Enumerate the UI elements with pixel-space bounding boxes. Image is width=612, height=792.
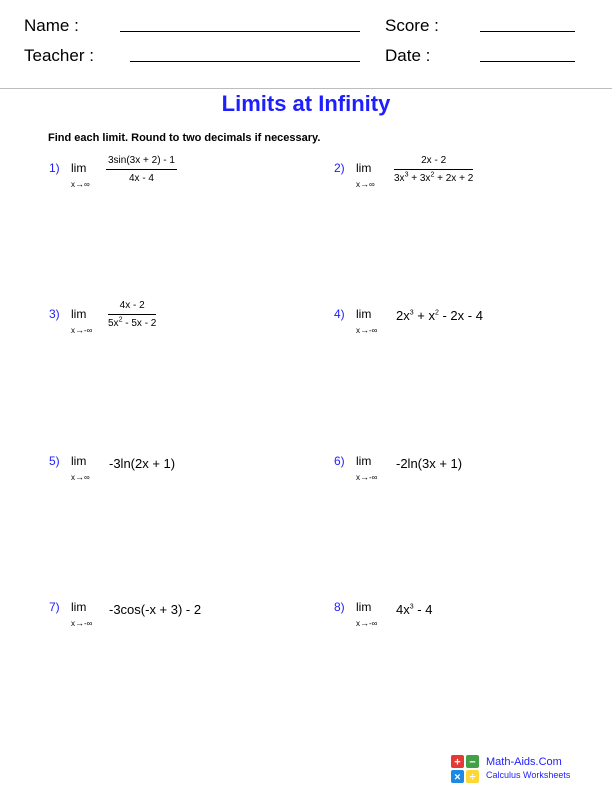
limit-subscript: x→∞ [71, 179, 90, 189]
numerator: 3sin(3x + 2) - 1 [106, 155, 177, 170]
lim-word: lim [71, 161, 87, 175]
footer-branding [486, 756, 570, 780]
limit-subscript: x→-∞ [356, 325, 378, 335]
numerator: 2x - 2 [394, 155, 473, 170]
denominator: 4x - 4 [128, 173, 154, 184]
problem-number: 6) [334, 454, 345, 468]
expression: -3cos(-x + 3) - 2 [109, 602, 202, 617]
lim-word: lim [356, 454, 372, 468]
header-divider [0, 88, 612, 89]
arrow-icon: → [75, 618, 84, 628]
problem-number: 3) [49, 307, 60, 321]
problem-number: 4) [334, 307, 345, 321]
denominator: $3x^3 + 3x^2 + 2x + 2$ [394, 171, 474, 184]
arrow-icon: → [360, 179, 369, 189]
score-field[interactable] [480, 31, 575, 32]
arrow-icon: → [75, 472, 84, 482]
fraction [394, 155, 473, 184]
minus-symbol: − [469, 756, 476, 769]
page-title: Limits at Infinity [221, 91, 391, 116]
fraction [106, 155, 177, 184]
problem-number: 7) [49, 600, 60, 614]
brand-link[interactable]: Math-Aids.Com [486, 756, 562, 768]
arrow-icon: → [360, 325, 369, 335]
brand-subtitle: Calculus Worksheets [486, 770, 571, 780]
expression: -2ln(3x + 1) [396, 456, 463, 471]
expression: -3ln(2x + 1) [109, 456, 176, 471]
lim-word: lim [71, 454, 87, 468]
expression: $4x^3 - 4$ [396, 602, 433, 617]
date-label: Date : [385, 46, 431, 65]
arrow-icon: → [75, 179, 84, 189]
date-field[interactable] [480, 61, 575, 62]
teacher-label: Teacher : [24, 46, 94, 65]
divide-symbol: ÷ [469, 771, 476, 783]
name-field[interactable] [120, 31, 360, 32]
lim-word: lim [356, 307, 372, 321]
limit-subscript: x→∞ [71, 472, 90, 482]
limit-subscript: x→-∞ [356, 472, 378, 482]
arrow-icon: → [360, 472, 369, 482]
arrow-icon: → [360, 618, 369, 628]
problem-number: 8) [334, 600, 345, 614]
problem-number: 2) [334, 161, 345, 175]
limit-subscript: x→-∞ [71, 618, 93, 628]
instructions: Find each limit. Round to two decimals if necessary. [48, 132, 321, 144]
limit-subscript: x→-∞ [356, 618, 378, 628]
score-label: Score : [385, 16, 439, 35]
lim-word: lim [71, 600, 87, 614]
fraction [108, 300, 156, 329]
numerator: 4x - 2 [108, 300, 156, 315]
limit-subscript: x→-∞ [71, 325, 93, 335]
problem-number: 1) [49, 161, 60, 175]
name-label: Name : [24, 16, 79, 35]
math-aids-logo-icon [451, 755, 479, 783]
limit-subscript: x→∞ [356, 179, 375, 189]
times-symbol: × [454, 771, 461, 783]
problem-number: 5) [49, 454, 60, 468]
expression: $2x^3 + x^2 - 2x - 4$ [396, 308, 483, 323]
lim-word: lim [356, 600, 372, 614]
plus-symbol: + [454, 756, 461, 769]
lim-word: lim [71, 307, 87, 321]
arrow-icon: → [75, 325, 84, 335]
denominator: $5x^2 - 5x - 2$ [108, 316, 157, 329]
teacher-field[interactable] [130, 61, 360, 62]
lim-word: lim [356, 161, 372, 175]
